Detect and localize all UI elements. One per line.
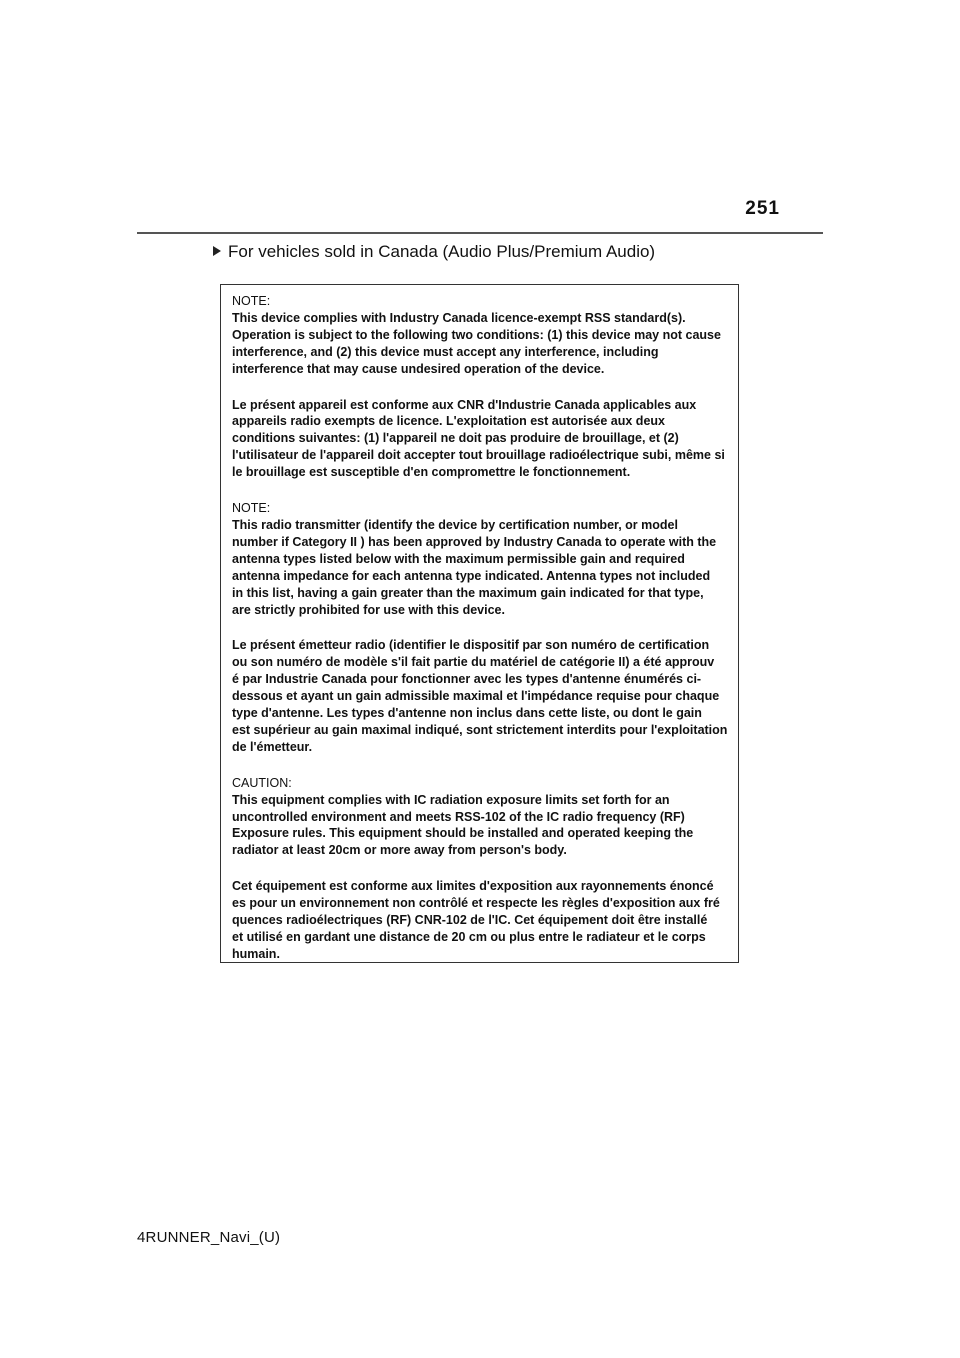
triangle-bullet-icon	[213, 246, 221, 256]
notice-text-line: es pour un environnement non contrôlé et respecte les règles d'exposition aux fré	[232, 896, 720, 911]
notice-text-line: in this list, having a gain greater than the maximum gain indicated for that type,	[232, 585, 704, 600]
notice-block	[232, 500, 730, 618]
notice-text-line: are strictly prohibited for use with this device.	[232, 602, 505, 617]
section-heading	[213, 242, 655, 262]
notice-text-line: Exposure rules. This equipment should be installed and operated keeping the	[232, 826, 694, 841]
notice-text-line: antenna impedance for each antenna type indicated. Antenna types not included	[232, 568, 711, 583]
notice-text-line: dessous et ayant un gain admissible maximal et l'impédance requise pour chaque	[232, 689, 720, 704]
section-heading-text: For vehicles sold in Canada (Audio Plus/Premium Audio)	[228, 242, 656, 261]
notice-text-line: Le présent émetteur radio (identifier le dispositif par son numéro de certification	[232, 638, 710, 653]
notice-text-line: antenna types listed below with the maximum permissible gain and required	[232, 551, 685, 566]
notice-text-line: humain.	[232, 946, 280, 961]
footer-document-code: 4RUNNER_Navi_(U)	[137, 1229, 281, 1246]
notice-text-line: et utilisé en gardant une distance de 20 cm ou plus entre le radiateur et le corps	[232, 930, 706, 944]
notice-heading: NOTE:	[232, 501, 271, 516]
notice-text-line: Cet équipement est conforme aux limites d'exposition aux rayonnements énoncé	[232, 879, 714, 894]
notice-block	[232, 293, 730, 378]
notice-block	[232, 637, 730, 755]
notice-text-line: Le présent appareil est conforme aux CNR d'Industrie Canada applicables aux	[232, 397, 697, 412]
notice-text-line: This equipment complies with IC radiation exposure limits set forth for an	[232, 792, 670, 807]
notice-text-line: l'utilisateur de l'appareil doit accepter tout brouillage radioélectrique subi, même si	[232, 448, 725, 463]
notice-heading: NOTE:	[232, 294, 271, 308]
notice-block	[232, 775, 730, 860]
notice-block	[232, 878, 730, 963]
notice-text-line: interference that may cause undesired operation of the device.	[232, 361, 605, 376]
notice-text-line: interference, and (2) this device must accept any interference, including	[232, 344, 659, 359]
notice-text-line: ou son numéro de modèle s'il fait partie du matériel de catégorie II) a été approuv	[232, 655, 715, 670]
notice-text-line: le brouillage est susceptible d'en compromettre le fonctionnement.	[232, 465, 631, 480]
notice-text-line: radiator at least 20cm or more away from person's body.	[232, 843, 567, 858]
header-rule	[137, 232, 823, 234]
notice-text-line: conditions suivantes: (1) l'appareil ne doit pas produire de brouillage, et (2)	[232, 431, 679, 446]
regulatory-notice-box	[220, 284, 739, 963]
notice-text-line: est supérieur au gain maximal indiqué, sont strictement interdits pour l'exploitation	[232, 722, 728, 737]
notice-text-line: uncontrolled environment and meets RSS-102 of the IC radio frequency (RF)	[232, 809, 685, 824]
notice-block	[232, 397, 730, 482]
notice-text-line: quences radioélectriques (RF) CNR-102 de l'IC. Cet équipement doit être installé	[232, 913, 708, 928]
notice-text-line: é par Industrie Canada pour fonctionner avec les types d'antenne énumérés ci-	[232, 672, 702, 687]
notice-text-line: This device complies with Industry Canada licence-exempt RSS standard(s).	[232, 310, 686, 325]
page-number: 251	[745, 198, 780, 219]
notice-text-line: type d'antenne. Les types d'antenne non inclus dans cette liste, ou dont le gain	[232, 706, 702, 721]
notice-text-line: number if Category II ) has been approved by Industry Canada to operate with the	[232, 534, 717, 549]
notice-text-line: appareils radio exempts de licence. L'exploitation est autorisée aux deux	[232, 414, 665, 429]
notice-heading: CAUTION:	[232, 775, 292, 790]
notice-text-line: Operation is subject to the following two conditions: (1) this device may not cause	[232, 327, 721, 342]
notice-text-line: de l'émetteur.	[232, 739, 313, 754]
notice-text-line: This radio transmitter (identify the device by certification number, or model	[232, 517, 678, 532]
